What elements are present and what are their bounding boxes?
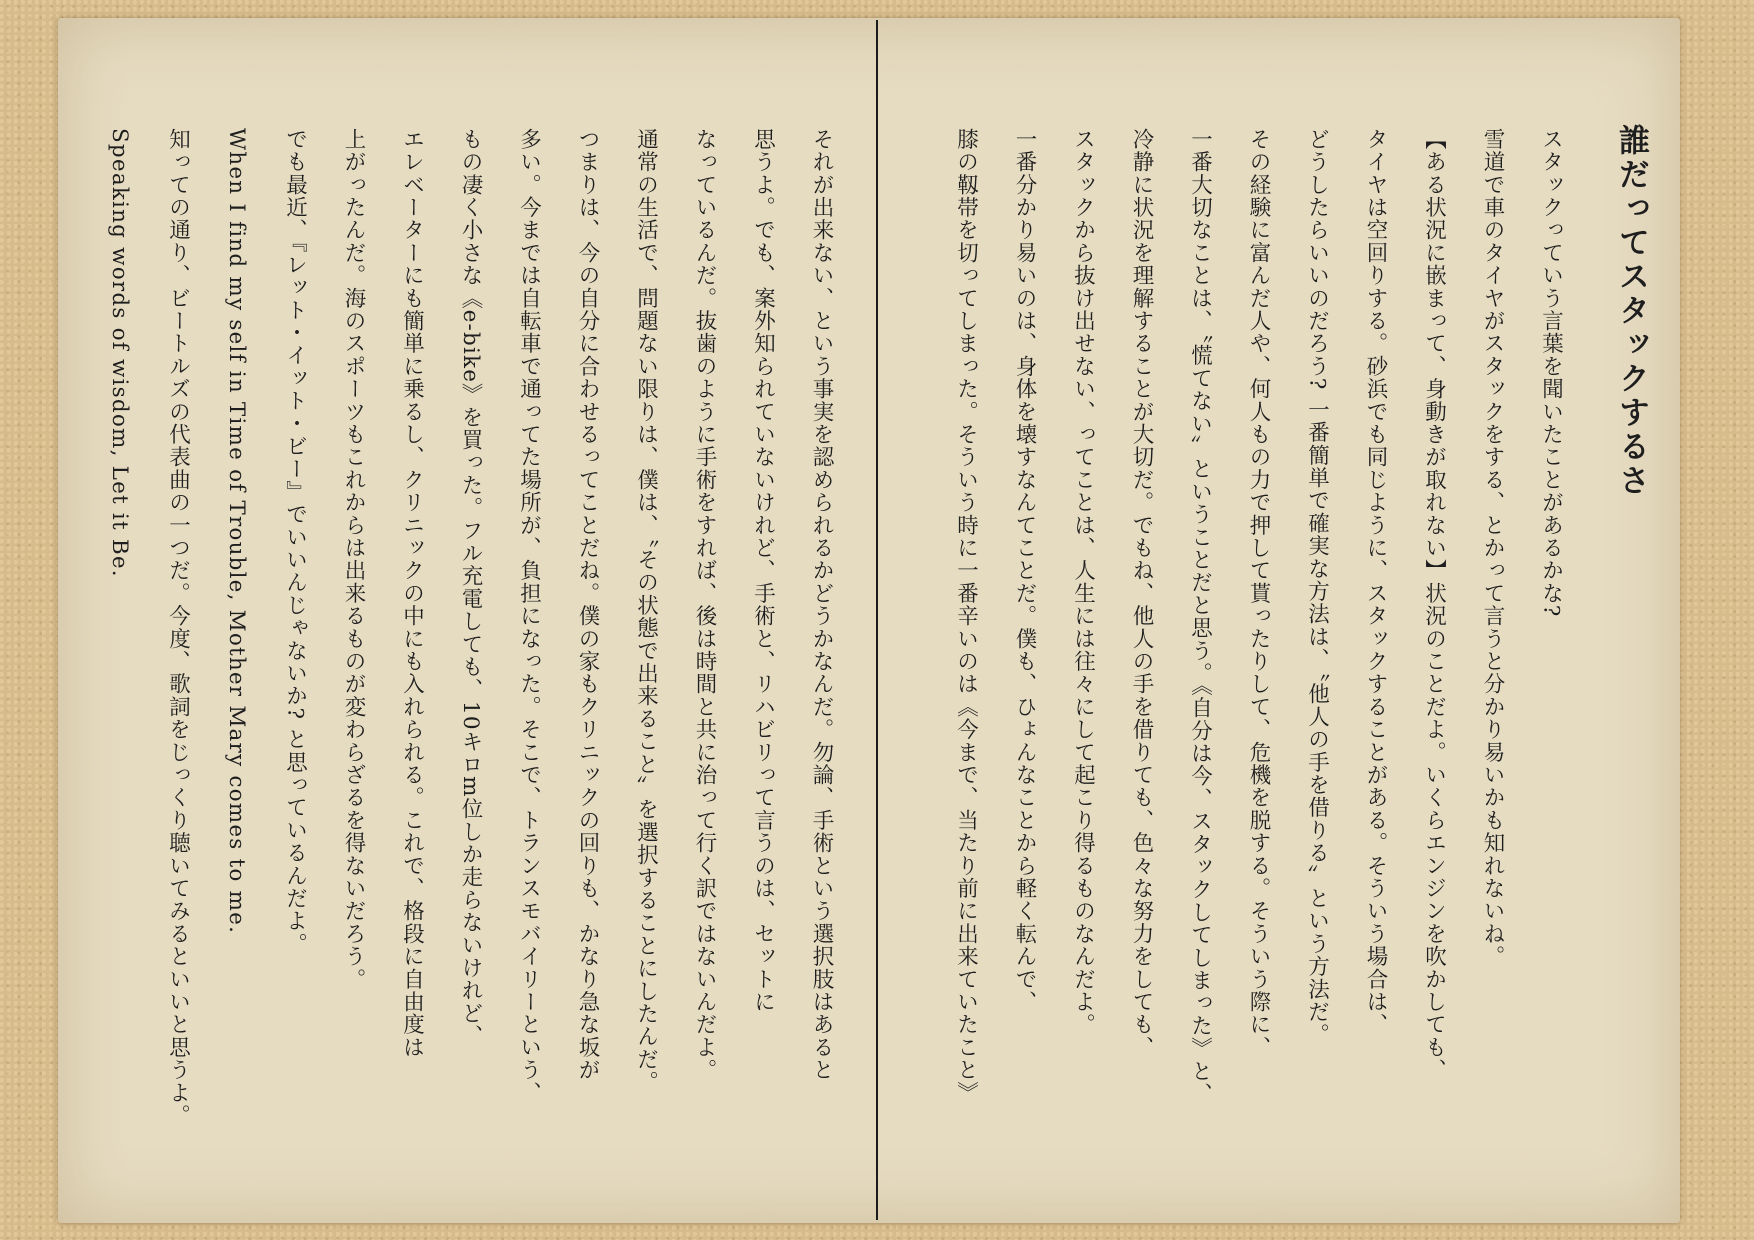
- text-line: 上がったんだ。海のスポーツもこれからは出来るものが変わらざるを得ないだろう。: [341, 128, 366, 991]
- page-divider: [876, 20, 878, 1220]
- text-line: つまりは、今の自分に合わせるってことだね。僕の家もクリニックの回りも、かなり急な坂が: [575, 128, 600, 1082]
- right-page: [910, 124, 1660, 1208]
- text-line: 膝の靱帯を切ってしまった。そういう時に一番辛いのは《今まで、当たり前に出来ていたこと》: [953, 128, 979, 1105]
- text-line: エレベーターにも簡単に乗るし、クリニックの中にも入れられる。これで、格段に自由度は: [399, 128, 425, 1059]
- text-line: スタックっていう言葉を聞いたことがあるかな?: [1538, 128, 1564, 618]
- text-line: 通常の生活で、問題ない限りは、僕は、〝その状態で出来ること〟を選択することにしたんだ。: [633, 128, 659, 1094]
- text-line: 雪道で車のタイヤがスタックをする、とかって言うと分かり易いかも知れないね。: [1480, 128, 1505, 968]
- text-line: 【ある状況に嵌まって、身動きが取れない】状況のことだよ。いくらエンジンを吹かしても、: [1421, 128, 1447, 1082]
- text-line: それが出来ない、という事実を認められるかどうかなんだ。勿論、手術という選択肢はあると: [809, 128, 834, 1082]
- text-line: なっているんだ。抜歯のように手術をすれば、後は時間と共に治って行く訳ではないんだよ。: [692, 128, 717, 1082]
- text-line: 一番大切なことは、〝慌てない〟ということだと思う。《自分は今、スタックしてしまった》と、: [1187, 128, 1213, 1106]
- lyric-line: Speaking words of wisdom, Let it Be.: [107, 128, 132, 578]
- text-line: その経験に富んだ人や、何人もの力で押して貰ったりして、危機を脱する。そういう際に、: [1246, 128, 1271, 1059]
- text-line: でも最近、『レット・イット・ビー』でいいんじゃないか? と思っているんだよ。: [282, 128, 308, 956]
- lyric-line: When I find my self in Time of Trouble, Mother Mary comes to me.: [224, 128, 249, 935]
- text-line: どうしたらいいのだろう? 一番簡単で確実な方法は、〝他人の手を借りる〟という方法だ。: [1304, 128, 1330, 1047]
- left-page: [70, 128, 850, 1208]
- text-line: スタックから抜け出せない、ってことは、人生には往々にして起こり得るものなんだよ。: [1070, 128, 1096, 1036]
- text-line: タイヤは空回りする。砂浜でも同じように、スタックすることがある。そういう場合は、: [1363, 128, 1388, 1036]
- text-line: もの凄く小さな《e-bike》を買った。フル充電しても、10キロm位しか走らないけれど、: [458, 128, 483, 1048]
- text-line: 一番分かり易いのは、身体を壊すなんてことだ。僕も、ひょんなことから軽く転んで、: [1012, 128, 1037, 1014]
- text-line: 冷静に状況を理解することが大切だ。でもね、他人の手を借りても、色々な努力をしても、: [1129, 128, 1154, 1059]
- page-title: 誰だってスタックするさ: [1613, 124, 1649, 498]
- text-line: 思うよ。でも、案外知られていないけれど、手術と、リハビリって言うのは、セットに: [750, 128, 776, 1014]
- text-line: 知っての通り、ビートルズの代表曲の一つだ。今度、歌詞をじっくり聴いてみるといいと思うよ。: [165, 128, 191, 1127]
- text-line: 多い。今までは自転車で通ってた場所が、負担になった。そこで、トランスモバイリーという、: [516, 128, 542, 1105]
